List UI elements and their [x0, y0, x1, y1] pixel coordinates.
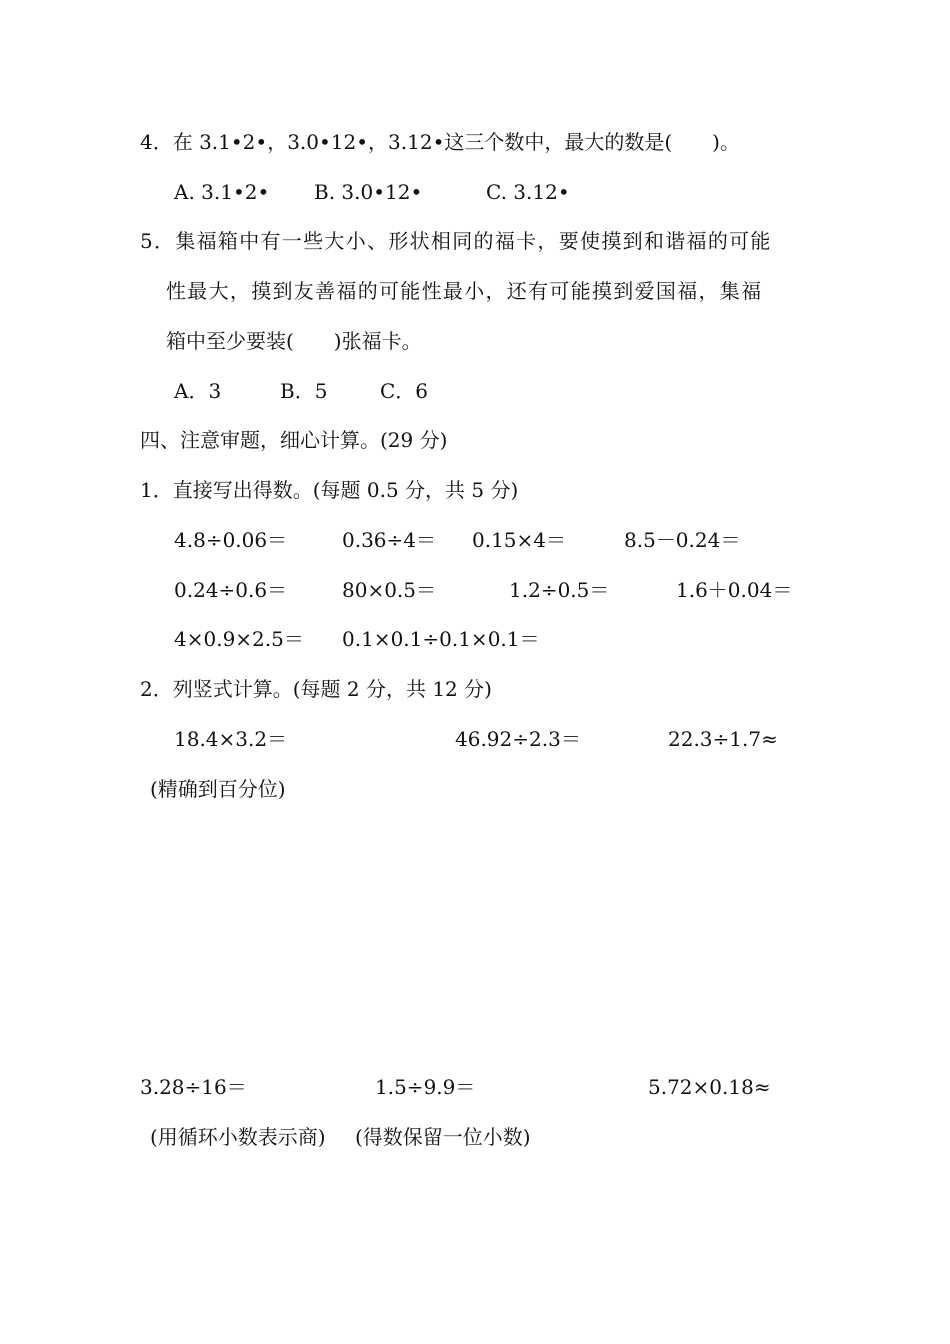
question-4-option-b: B. 3.0•12• [314, 180, 423, 204]
oral-calc-7: 1.2÷0.5＝ [509, 578, 610, 602]
vertical-calc-3: 22.3÷1.7≈ [668, 727, 778, 751]
question-5-stem-line-1: 5．集福箱中有一些大小、形状相同的福卡，要使摸到和谐福的可能 [140, 229, 772, 253]
oral-calc-4: 8.5－0.24＝ [624, 528, 741, 552]
vertical-calc-1: 18.4×3.2＝ [174, 727, 288, 751]
section-4-title: 四、注意审题，细心计算。(29 分) [140, 428, 448, 452]
question-4-stem: 4．在 3.1•2•，3.0•12•，3.12•这三个数中，最大的数是( )。 [140, 130, 740, 154]
oral-calc-8: 1.6＋0.04＝ [676, 578, 793, 602]
oral-calc-3: 0.15×4＝ [472, 528, 567, 552]
oral-calc-1: 4.8÷0.06＝ [174, 528, 288, 552]
question-5-stem-line-2: 性最大，摸到友善福的可能性最小，还有可能摸到爱国福，集福 [166, 279, 763, 303]
vertical-calc-6-note: (得数保留一位小数) [355, 1125, 531, 1149]
oral-calc-6: 80×0.5＝ [342, 578, 437, 602]
oral-calc-5: 0.24÷0.6＝ [174, 578, 288, 602]
oral-calc-10: 0.1×0.1÷0.1×0.1＝ [342, 627, 540, 651]
part-2-title: 2．列竖式计算。(每题 2 分，共 12 分) [140, 677, 492, 701]
vertical-calc-4-note: (用循环小数表示商) [150, 1125, 326, 1149]
vertical-calc-4: 3.28÷16＝ [140, 1075, 247, 1099]
vertical-calc-2: 46.92÷2.3＝ [455, 727, 581, 751]
question-4-option-a: A. 3.1•2• [174, 180, 270, 204]
vertical-calc-5: 1.5÷9.9＝ [375, 1075, 476, 1099]
part-1-title: 1．直接写出得数。(每题 0.5 分，共 5 分) [140, 478, 519, 502]
vertical-calc-6: 5.72×0.18≈ [648, 1075, 771, 1099]
question-4-option-c: C. 3.12• [486, 180, 570, 204]
question-5-option-b: B．5 [280, 379, 328, 403]
question-5-option-c: C．6 [380, 379, 429, 403]
question-5-stem-line-3: 箱中至少要装( )张福卡。 [166, 329, 422, 353]
oral-calc-2: 0.36÷4＝ [342, 528, 437, 552]
question-5-option-a: A．3 [174, 379, 222, 403]
vertical-calc-3-note: (精确到百分位) [150, 777, 286, 801]
oral-calc-9: 4×0.9×2.5＝ [174, 627, 304, 651]
